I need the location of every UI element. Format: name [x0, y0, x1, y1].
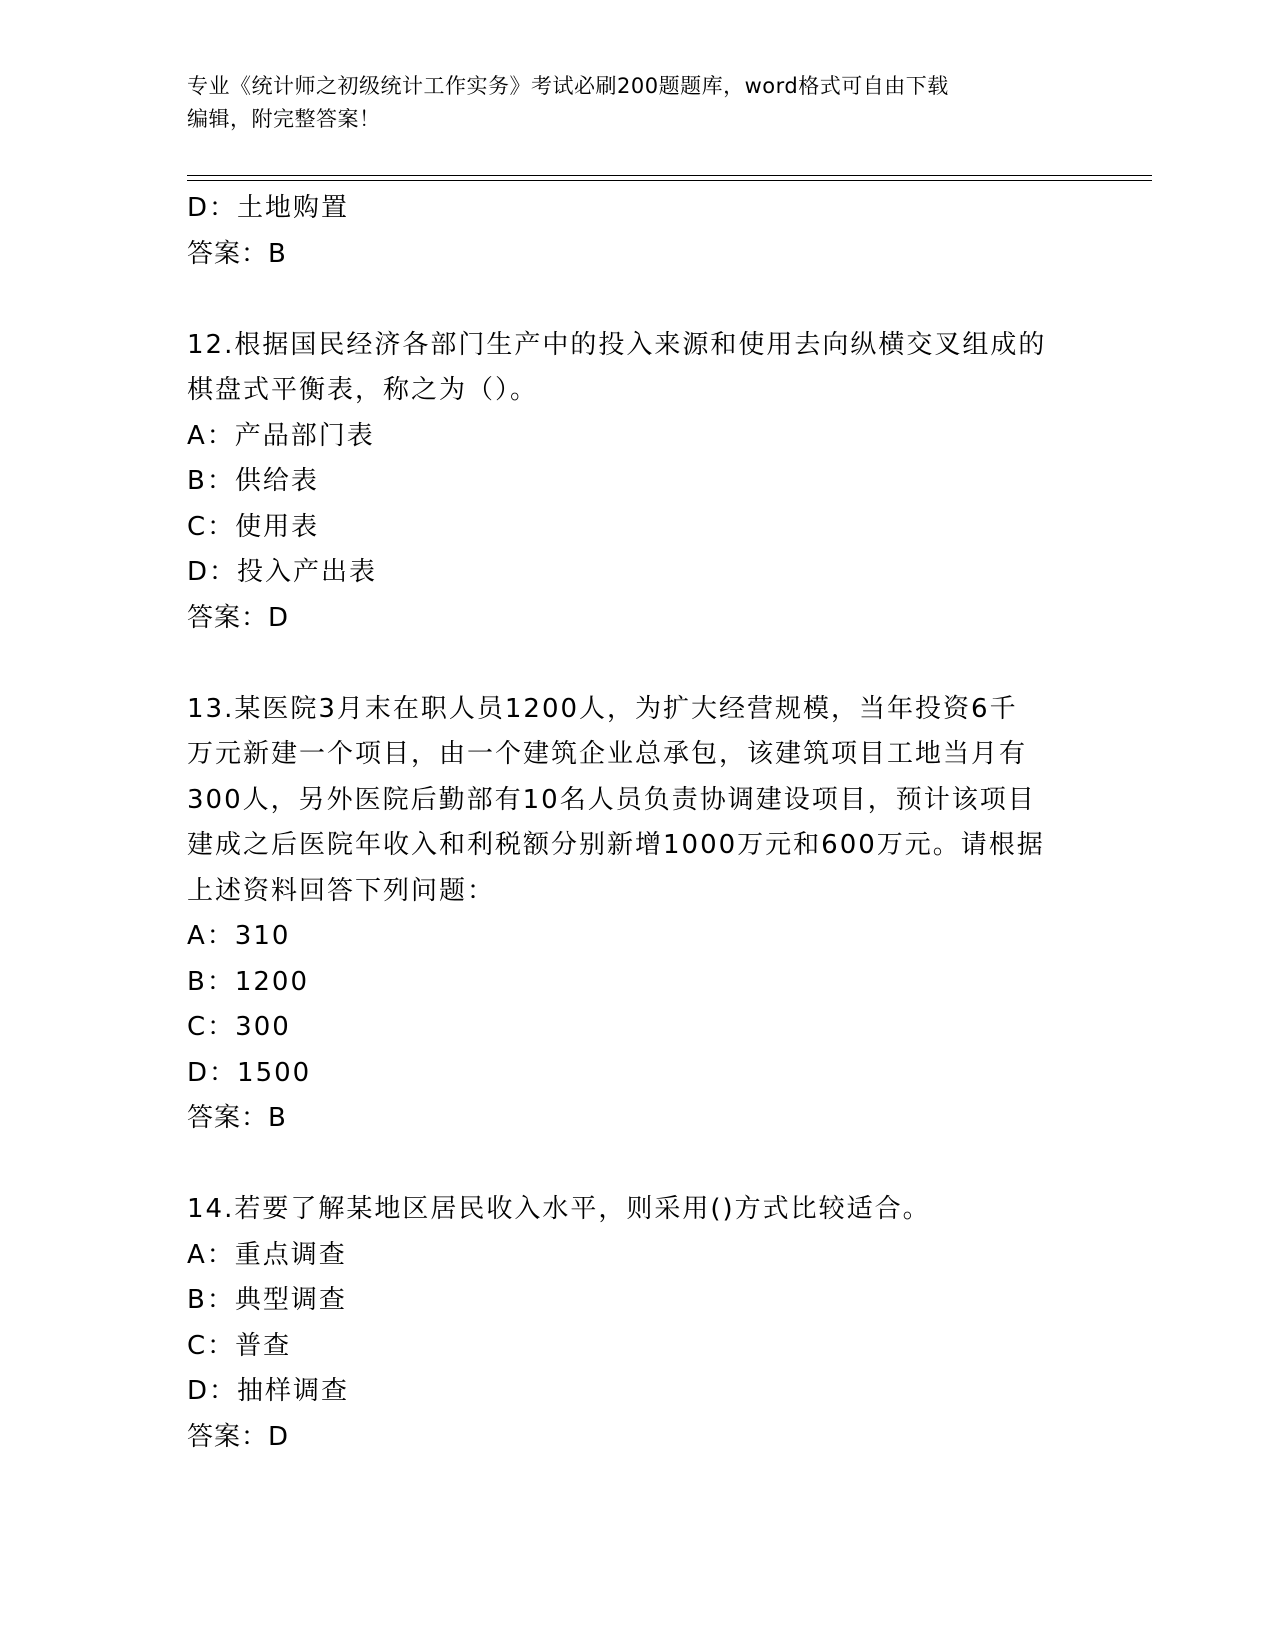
spacer [187, 641, 1087, 687]
question-stem: 建成之后医院年收入和利税额分别新增1000万元和600万元。请根据 [187, 830, 1045, 860]
question-12 [187, 323, 1087, 642]
question-stem: 13.某医院3月末在职人员1200人，为扩大经营规模，当年投资6千 [187, 693, 1018, 724]
option-d: D：土地购置 [187, 193, 350, 223]
option-c: C：普查 [187, 1330, 292, 1361]
option-b: B：典型调查 [187, 1285, 347, 1315]
header-line-2: 编辑，附完整答案！ [187, 107, 381, 131]
question-13 [187, 687, 1087, 1142]
option-c: C：300 [187, 1012, 291, 1042]
answer-line: 答案：B [187, 238, 287, 269]
option-c: C：使用表 [187, 511, 320, 542]
question-stem: 14.若要了解某地区居民收入水平，则采用()方式比较适合。 [187, 1194, 931, 1224]
answer-line: 答案：D [187, 1421, 290, 1452]
question-11-tail [187, 186, 1087, 277]
document-body [187, 186, 1087, 1460]
option-d: D：1500 [187, 1057, 312, 1088]
option-d: D：抽样调查 [187, 1376, 350, 1406]
answer-line: 答案：B [187, 1103, 287, 1133]
spacer [187, 277, 1087, 323]
document-header [187, 70, 1087, 136]
header-line-1: 专业《统计师之初级统计工作实务》考试必刷200题题库，word格式可自由下载 [187, 74, 949, 98]
header-divider-bottom [187, 180, 1152, 181]
option-b: B：供给表 [187, 466, 319, 496]
question-14 [187, 1187, 1087, 1460]
answer-line: 答案：D [187, 602, 290, 633]
option-a: A：310 [187, 921, 291, 951]
question-stem: 12.根据国民经济各部门生产中的投入来源和使用去向纵横交叉组成的 [187, 329, 1047, 360]
option-a: A：重点调查 [187, 1239, 347, 1270]
question-stem: 300人，另外医院后勤部有10名人员负责协调建设项目，预计该项目 [187, 784, 1036, 815]
header-divider-top [187, 175, 1152, 176]
spacer [187, 1142, 1087, 1188]
question-stem: 万元新建一个项目，由一个建筑企业总承包，该建筑项目工地当月有 [187, 739, 1028, 769]
option-a: A：产品部门表 [187, 420, 375, 451]
option-d: D：投入产出表 [187, 557, 378, 587]
question-stem: 上述资料回答下列问题： [187, 875, 496, 906]
option-b: B：1200 [187, 966, 310, 997]
question-stem: 棋盘式平衡表，称之为（）。 [187, 375, 539, 405]
